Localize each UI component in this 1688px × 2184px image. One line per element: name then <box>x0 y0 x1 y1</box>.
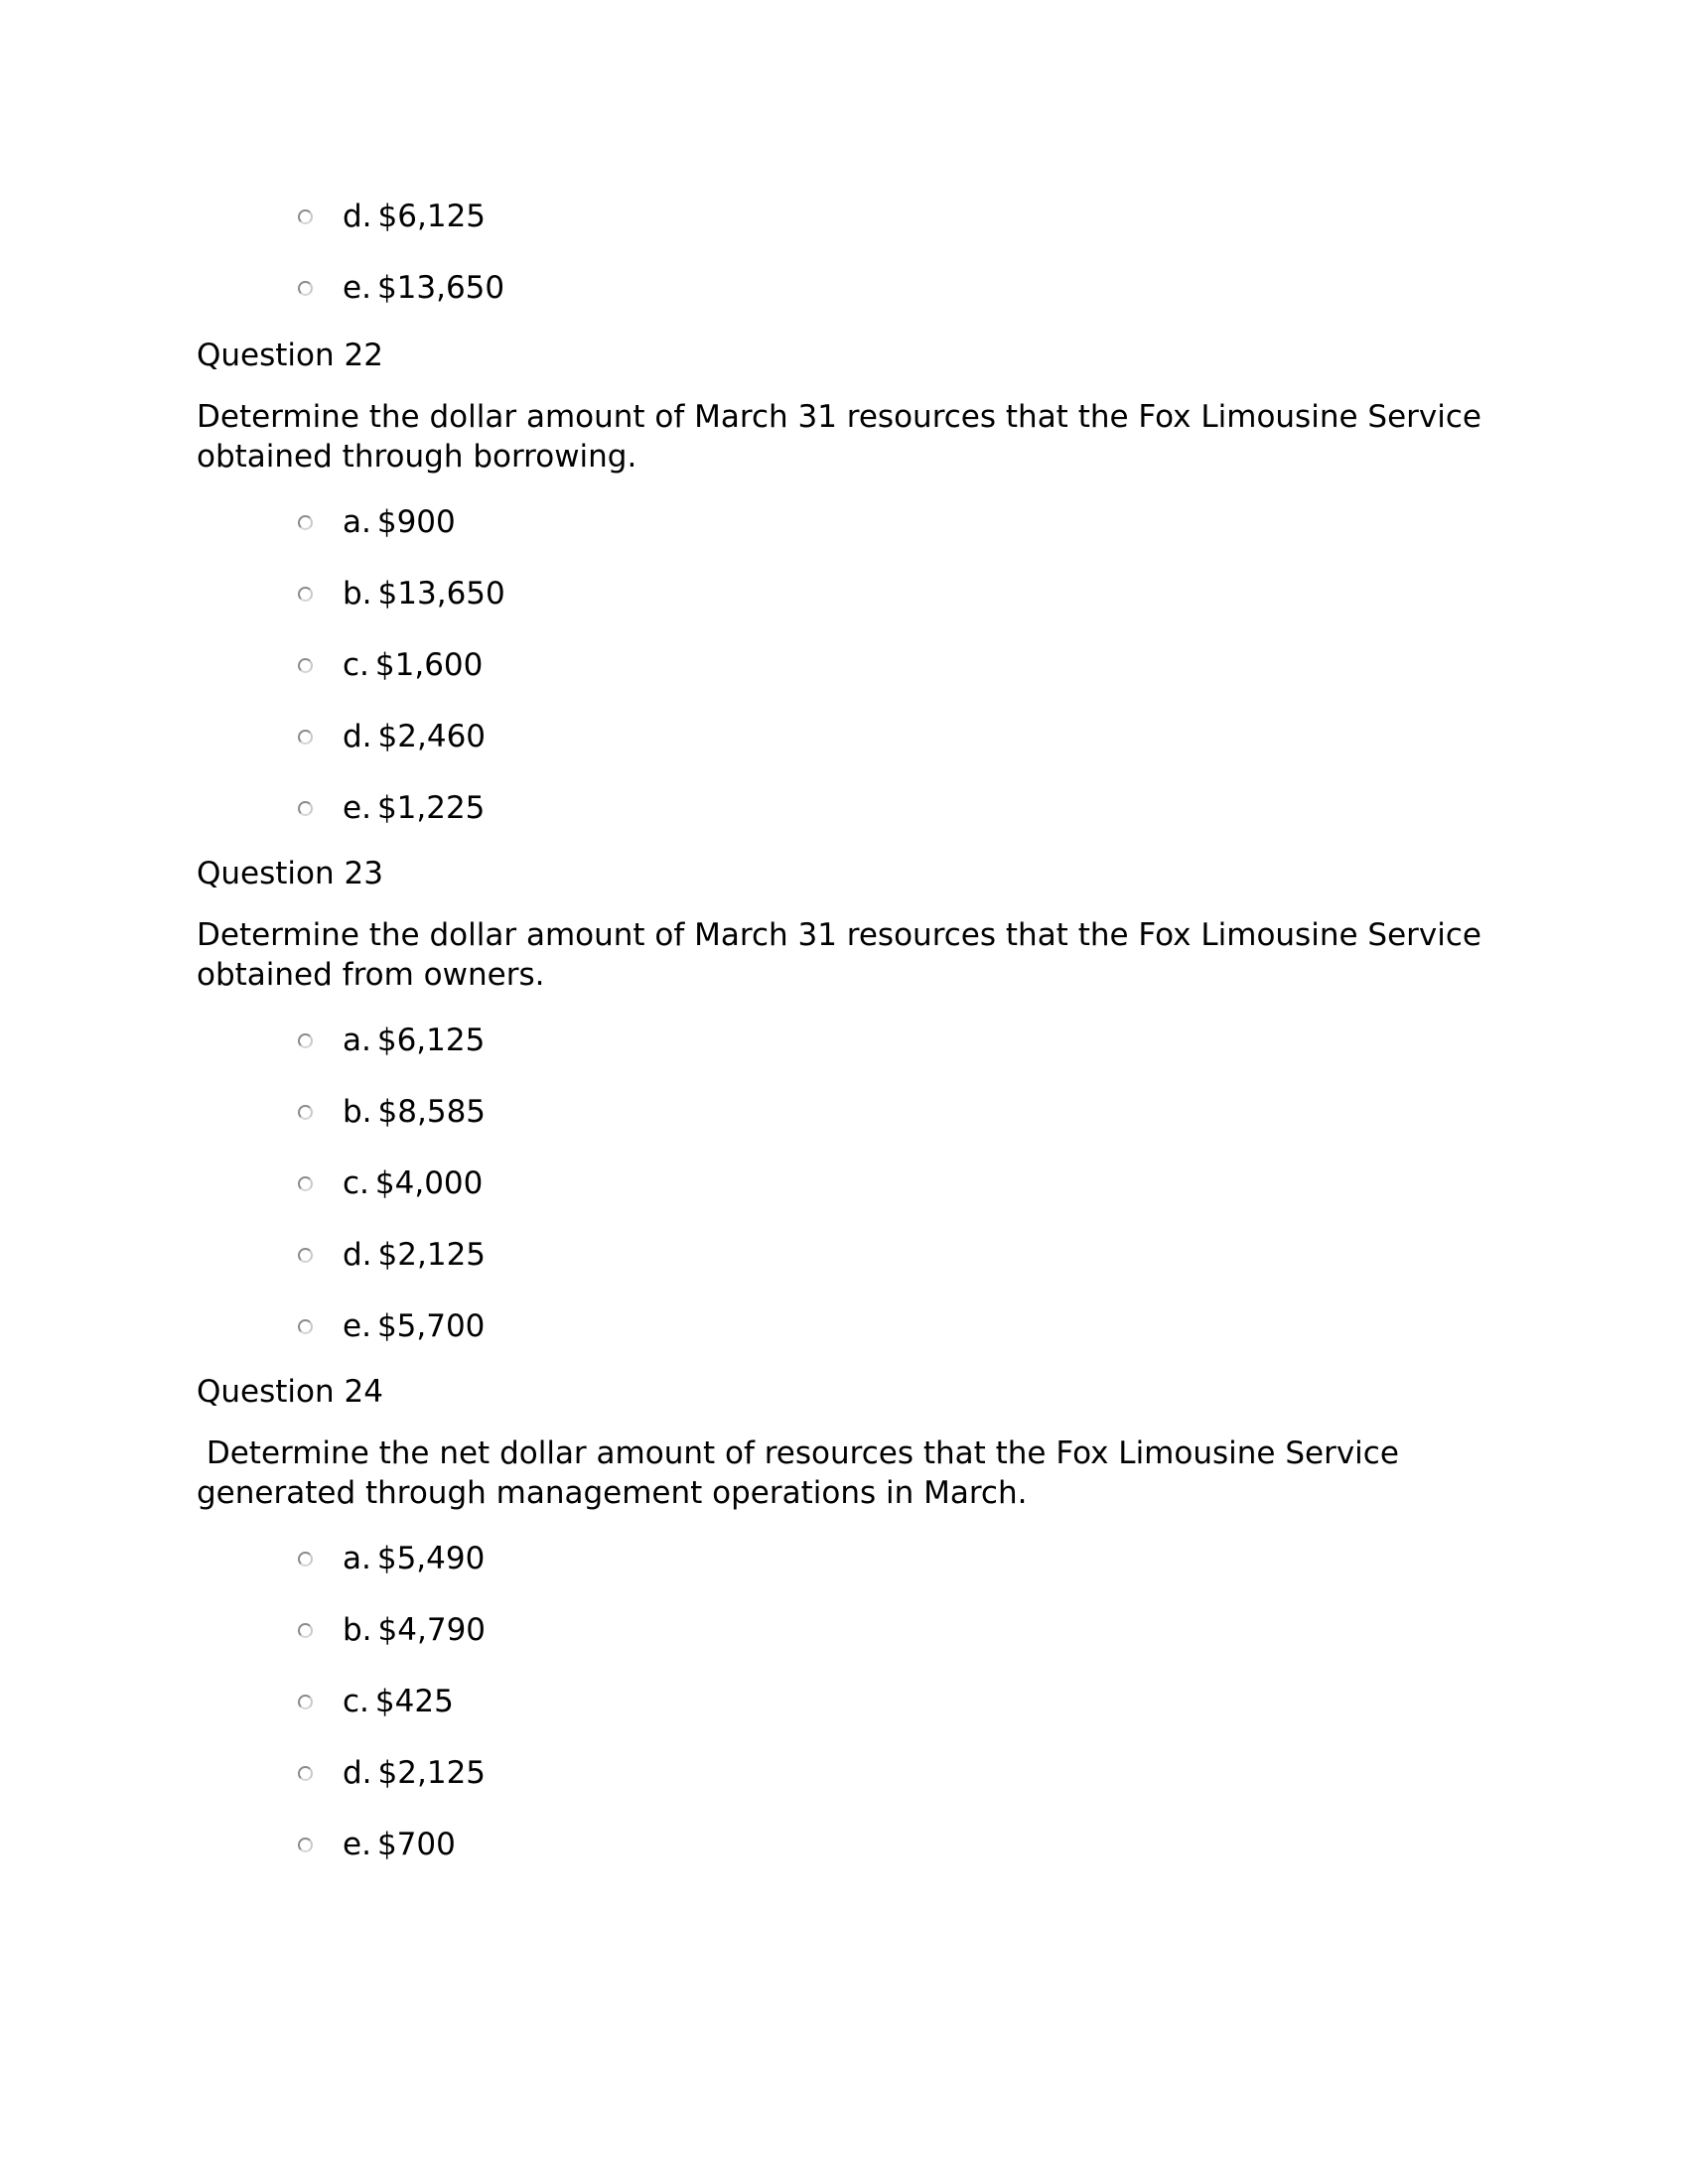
answer-option[interactable] <box>298 786 485 830</box>
answer-option[interactable] <box>298 715 486 758</box>
radio-button[interactable] <box>298 515 313 530</box>
option-value: $2,125 <box>377 1237 487 1273</box>
radio-button[interactable] <box>298 281 313 296</box>
option-value: $900 <box>376 504 456 540</box>
option-letter: d. <box>343 199 372 234</box>
option-letter: b. <box>343 576 372 612</box>
answer-option[interactable] <box>298 1161 483 1205</box>
option-letter: a. <box>343 1541 371 1576</box>
option-letter: e. <box>343 1827 371 1862</box>
option-value: $13,650 <box>377 576 505 612</box>
radio-button[interactable] <box>298 1105 313 1120</box>
radio-button[interactable] <box>298 1838 313 1852</box>
option-value: $5,490 <box>376 1541 486 1576</box>
answer-option[interactable] <box>298 195 486 238</box>
option-value: $2,125 <box>377 1755 487 1791</box>
option-letter: c. <box>343 1165 369 1201</box>
option-value: $5,700 <box>376 1308 486 1344</box>
radio-button[interactable] <box>298 1248 313 1263</box>
radio-button[interactable] <box>298 1766 313 1781</box>
answer-option[interactable] <box>298 1823 456 1866</box>
option-value: $700 <box>376 1827 456 1862</box>
radio-button[interactable] <box>298 658 313 673</box>
option-letter: d. <box>343 1755 372 1791</box>
question-prompt: Determine the net dollar amount of resources that the Fox Limousine Service generated through management operations in March. <box>197 1435 1409 1511</box>
option-value: $1,600 <box>374 647 484 683</box>
question-heading: Question 24 <box>197 1374 383 1410</box>
answer-option[interactable] <box>298 643 483 687</box>
option-value: $4,000 <box>374 1165 484 1201</box>
option-letter: d. <box>343 1237 372 1273</box>
option-letter: b. <box>343 1612 372 1648</box>
option-value: $13,650 <box>376 270 505 306</box>
option-letter: c. <box>343 647 369 683</box>
radio-button[interactable] <box>298 1695 313 1709</box>
option-letter: d. <box>343 719 372 754</box>
answer-option[interactable] <box>298 1680 454 1723</box>
option-letter: c. <box>343 1684 369 1719</box>
radio-button[interactable] <box>298 209 313 224</box>
answer-option[interactable] <box>298 1537 485 1580</box>
radio-button[interactable] <box>298 1319 313 1334</box>
question-heading: Question 23 <box>197 856 383 891</box>
option-value: $4,790 <box>377 1612 487 1648</box>
question-prompt: Determine the dollar amount of March 31 resources that the Fox Limousine Service obtained from owners. <box>197 917 1481 993</box>
option-letter: a. <box>343 504 371 540</box>
answer-option[interactable] <box>298 500 456 544</box>
radio-button[interactable] <box>298 801 313 816</box>
answer-option[interactable] <box>298 1233 486 1277</box>
answer-option[interactable] <box>298 1019 485 1062</box>
radio-button[interactable] <box>298 587 313 602</box>
option-value: $8,585 <box>377 1094 487 1130</box>
question-prompt: Determine the dollar amount of March 31 resources that the Fox Limousine Service obtained through borrowing. <box>197 399 1481 475</box>
option-letter: b. <box>343 1094 372 1130</box>
answer-option[interactable] <box>298 1751 486 1795</box>
answer-option[interactable] <box>298 1304 485 1348</box>
answer-option[interactable] <box>298 1608 486 1652</box>
option-letter: e. <box>343 1308 371 1344</box>
radio-button[interactable] <box>298 1033 313 1048</box>
radio-button[interactable] <box>298 1552 313 1567</box>
option-letter: e. <box>343 790 371 826</box>
option-letter: e. <box>343 270 371 306</box>
option-value: $2,460 <box>377 719 487 754</box>
answer-option[interactable] <box>298 266 504 310</box>
option-letter: a. <box>343 1023 371 1058</box>
answer-option[interactable] <box>298 1090 486 1134</box>
option-value: $6,125 <box>376 1023 486 1058</box>
option-value: $1,225 <box>376 790 486 826</box>
answer-option[interactable] <box>298 572 505 615</box>
radio-button[interactable] <box>298 1176 313 1191</box>
radio-button[interactable] <box>298 730 313 745</box>
option-value: $425 <box>374 1684 454 1719</box>
option-value: $6,125 <box>377 199 487 234</box>
radio-button[interactable] <box>298 1623 313 1638</box>
question-heading: Question 22 <box>197 338 383 373</box>
